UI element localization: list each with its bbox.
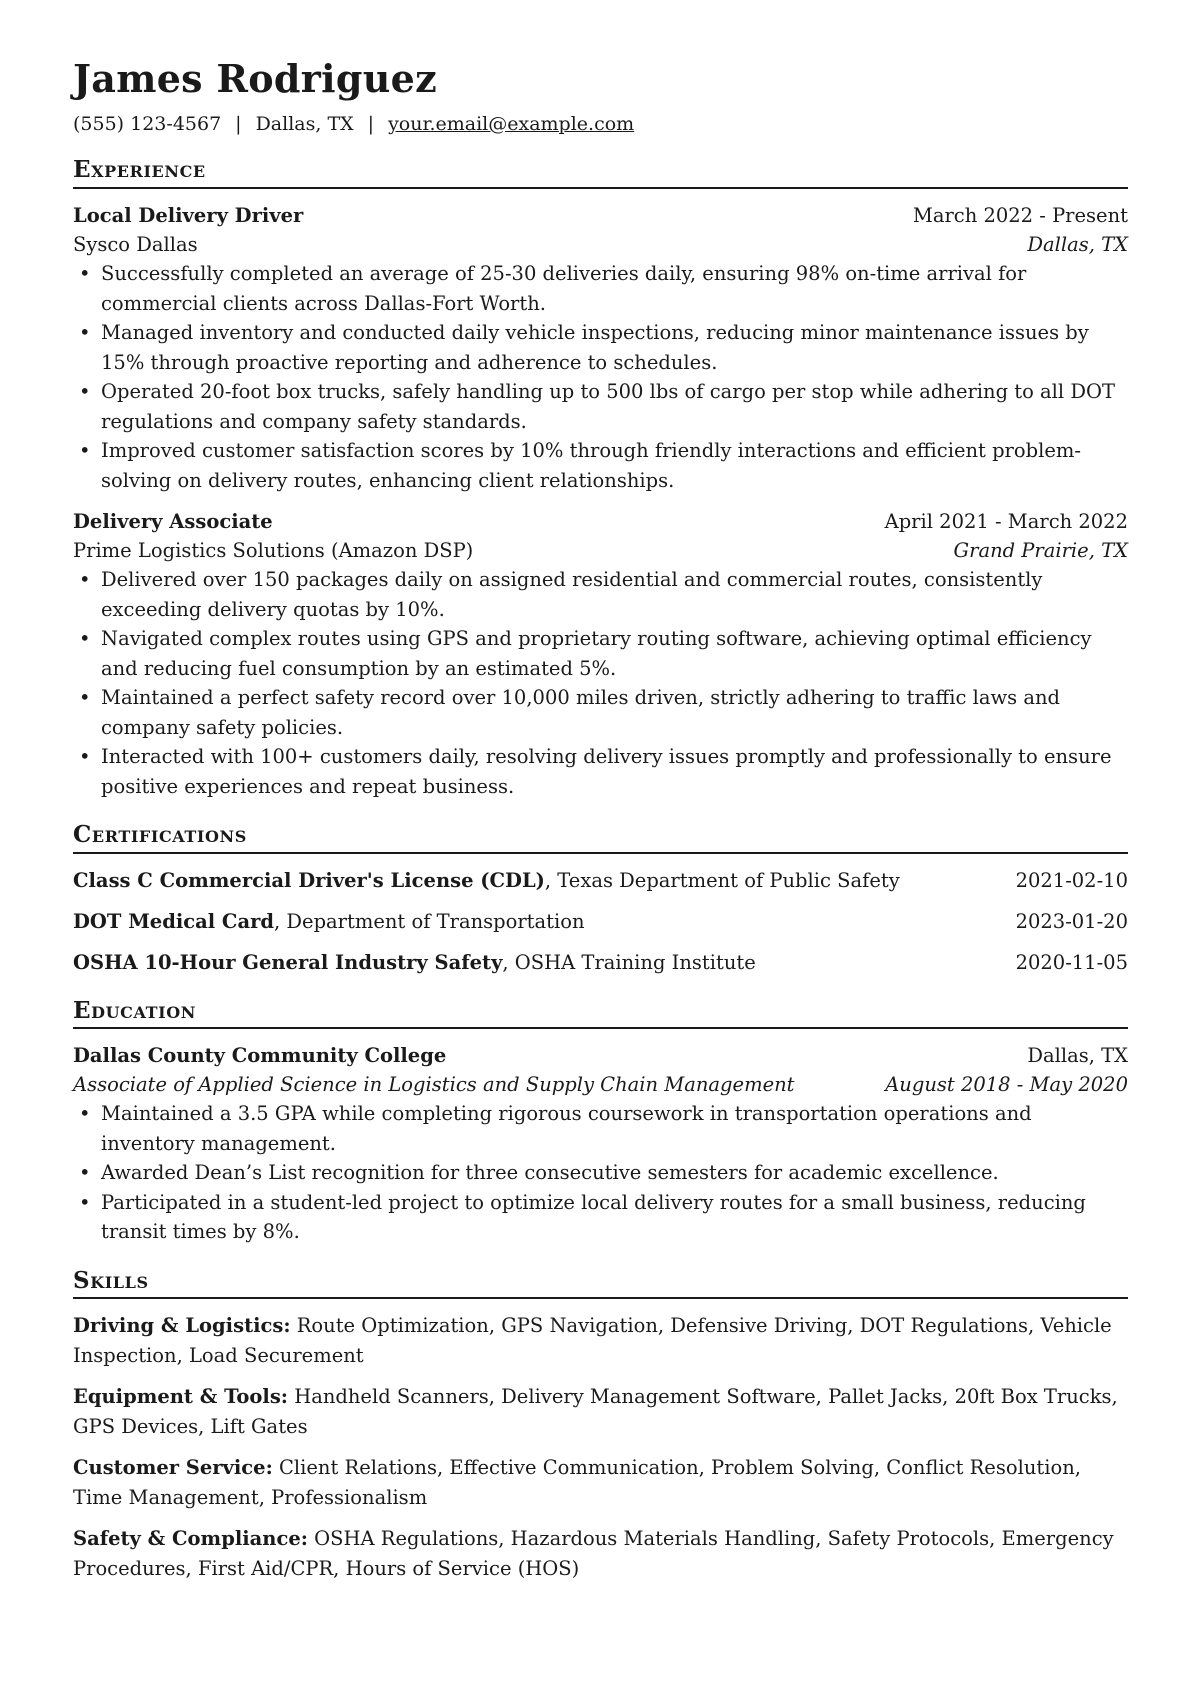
- section-title-skills: Skills: [73, 1267, 1128, 1300]
- bullet-item: • Maintained a 3.5 GPA while completing rigorous coursework in transportation operations and inventory management.: [101, 1099, 1128, 1158]
- job-bullets: [73, 259, 1128, 495]
- certification-issuer: , OSHA Training Institute: [502, 950, 756, 974]
- contact-location: Dallas, TX: [255, 112, 354, 135]
- job-dates: April 2021 - March 2022: [884, 510, 1128, 534]
- degree-name: Associate of Applied Science in Logistics and Supply Chain Management: [73, 1073, 795, 1097]
- skill-row: [73, 1382, 1128, 1441]
- education-entry: [73, 1041, 1128, 1247]
- bullet-item: • Delivered over 150 packages daily on assigned residential and commercial routes, consistently exceeding delivery quotas by 10%.: [101, 565, 1128, 624]
- certification-name: OSHA 10-Hour General Industry Safety: [73, 950, 503, 974]
- experience-entry: [73, 201, 1128, 495]
- education-bullets: [73, 1099, 1128, 1247]
- bullet-item: • Operated 20-foot box trucks, safely handling up to 500 lbs of cargo per stop while adhering to all DOT regulations and company safety standards.: [101, 377, 1128, 436]
- job-title: Local Delivery Driver: [73, 204, 304, 228]
- certification-row: [73, 948, 1128, 977]
- skill-items: Client Relations, Effective Communication, Problem Solving, Conflict Resolution, Time Management, Professionalism: [73, 1456, 1081, 1509]
- skill-items: Handheld Scanners, Delivery Management Software, Pallet Jacks, 20ft Box Trucks, GPS Devices, Lift Gates: [73, 1385, 1118, 1438]
- bullet-item: • Interacted with 100+ customers daily, resolving delivery issues promptly and professionally to ensure positive experiences and repeat business.: [101, 742, 1128, 801]
- certification-date: 2020-11-05: [1015, 950, 1128, 974]
- section-title-education: Education: [73, 997, 1128, 1030]
- job-title: Delivery Associate: [73, 510, 273, 534]
- skill-category: Driving & Logistics:: [73, 1314, 291, 1338]
- bullet-item: • Successfully completed an average of 25-30 deliveries daily, ensuring 98% on-time arrival for commercial clients across Dallas-Fort Worth.: [101, 259, 1128, 318]
- education-dates: August 2018 - May 2020: [885, 1073, 1128, 1097]
- skill-row: [73, 1311, 1128, 1370]
- email-link[interactable]: your.email@example.com: [388, 112, 635, 135]
- job-location: Dallas, TX: [1027, 233, 1128, 257]
- company-name: Sysco Dallas: [73, 233, 198, 257]
- section-title-experience: Experience: [73, 156, 1128, 189]
- certification-name: Class C Commercial Driver's License (CDL): [73, 868, 545, 892]
- skill-category: Equipment & Tools:: [73, 1385, 288, 1409]
- skill-items: OSHA Regulations, Hazardous Materials Handling, Safety Protocols, Emergency Procedures, First Aid/CPR, Hours of Service (HOS): [73, 1527, 1114, 1580]
- certification-date: 2023-01-20: [1015, 909, 1128, 933]
- bullet-item: • Maintained a perfect safety record over 10,000 miles driven, strictly adhering to traffic laws and company safety policies.: [101, 683, 1128, 742]
- skill-row: [73, 1453, 1128, 1512]
- contact-separator: |: [235, 112, 242, 135]
- certification-row: [73, 866, 1128, 895]
- section-title-certifications: Certifications: [73, 821, 1128, 854]
- bullet-item: • Managed inventory and conducted daily vehicle inspections, reducing minor maintenance issues by 15% through proactive reporting and adherence to schedules.: [101, 318, 1128, 377]
- phone-number: (555) 123-4567: [73, 112, 222, 135]
- contact-line: [73, 112, 1128, 137]
- bullet-item: • Improved customer satisfaction scores by 10% through friendly interactions and efficient problem-solving on delivery routes, enhancing client relationships.: [101, 436, 1128, 495]
- skill-row: [73, 1524, 1128, 1583]
- certification-issuer: , Department of Transportation: [274, 909, 585, 933]
- certification-date: 2021-02-10: [1015, 868, 1128, 892]
- contact-separator: |: [367, 112, 375, 135]
- skill-items: Route Optimization, GPS Navigation, Defensive Driving, DOT Regulations, Vehicle Inspection, Load Securement: [73, 1314, 1112, 1367]
- school-name: Dallas County Community College: [73, 1044, 447, 1068]
- job-dates: March 2022 - Present: [912, 204, 1128, 228]
- candidate-name: James Rodriguez: [73, 56, 438, 101]
- company-name: Prime Logistics Solutions (Amazon DSP): [73, 539, 474, 563]
- job-location: Grand Prairie, TX: [953, 539, 1128, 563]
- bullet-item: • Navigated complex routes using GPS and proprietary routing software, achieving optimal efficiency and reducing fuel consumption by an estimated 5%.: [101, 624, 1128, 683]
- bullet-item: • Participated in a student-led project to optimize local delivery routes for a small business, reducing transit times by 8%.: [101, 1188, 1128, 1247]
- certification-row: [73, 907, 1128, 936]
- school-location: Dallas, TX: [1027, 1044, 1128, 1068]
- bullet-item: • Awarded Dean’s List recognition for three consecutive semesters for academic excellence.: [101, 1158, 1128, 1188]
- certification-issuer: , Texas Department of Public Safety: [544, 868, 900, 892]
- experience-entry: [73, 507, 1128, 801]
- job-bullets: [73, 565, 1128, 801]
- skill-category: Safety & Compliance:: [73, 1527, 308, 1551]
- skill-category: Customer Service:: [73, 1456, 273, 1480]
- certification-name: DOT Medical Card: [73, 909, 274, 933]
